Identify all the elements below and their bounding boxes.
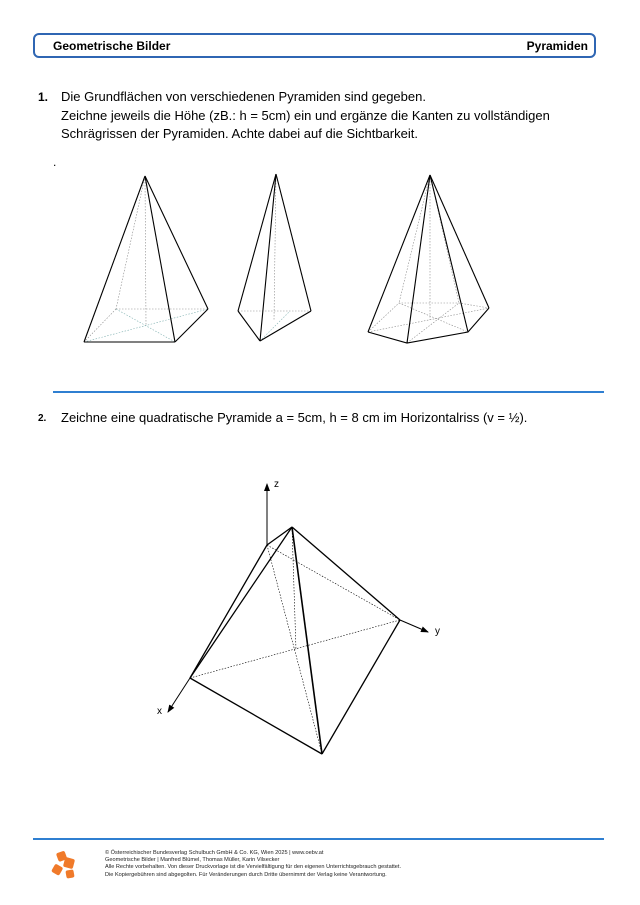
x-axis-label: x xyxy=(157,706,162,717)
footer-line2: Geometrische Bilder | Manfred Blümel, Thomas Müller, Karin Vilsecker xyxy=(105,857,280,864)
task1-marker: . xyxy=(53,155,57,169)
footer-line1: © Österreichischer Bundesverlag Schulbuch GmbH & Co. KG, Wien 2025 | www.oebv.at xyxy=(105,850,324,856)
worksheet-topic: Pyramiden xyxy=(526,39,588,53)
task2-number: 2. xyxy=(38,413,47,424)
task1-line3: Schrägrissen der Pyramiden. Achte dabei auf die Sichtbarkeit. xyxy=(61,126,418,141)
task1-line1: Die Grundflächen von verschiedenen Pyramiden sind gegeben. xyxy=(61,89,426,104)
footer-copyright xyxy=(105,850,565,879)
y-axis-label: y xyxy=(435,626,440,637)
z-axis-label: z xyxy=(274,479,279,490)
worksheet-title: Geometrische Bilder xyxy=(53,39,171,53)
task1-line2: Zeichne jeweils die Höhe (zB.: h = 5cm) ein und ergänze die Kanten zu vollständigen xyxy=(61,107,550,123)
task2-text: Zeichne eine quadratische Pyramide a = 5cm, h = 8 cm im Horizontalriss (v = ½). xyxy=(61,410,528,425)
footer-line3: Alle Rechte vorbehalten. Von dieser Druckvorlage ist die Vervielfältigung für den eigenen Unterrichtsgebrauch gestattet. xyxy=(105,864,402,871)
task1-number: 1. xyxy=(38,90,49,104)
footer-line4: Die Kopiergebühren sind abgegolten. Für Veränderungen durch Dritte übernimmt der Verlag keine Verantwortung. xyxy=(105,871,387,878)
